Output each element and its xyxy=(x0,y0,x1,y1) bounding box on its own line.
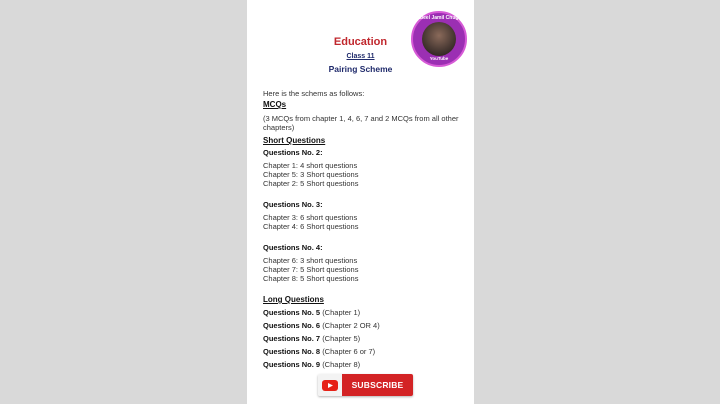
mcq-heading: MCQs xyxy=(263,100,287,109)
long-question-label: Questions No. 6 xyxy=(263,321,321,330)
document-page xyxy=(247,0,474,404)
right-background xyxy=(474,0,720,404)
subscribe-button[interactable] xyxy=(318,374,413,396)
channel-avatar xyxy=(422,22,456,56)
long-question-label: Questions No. 5 xyxy=(263,308,321,317)
question-4-line: Chapter 8: 5 Short questions xyxy=(263,274,359,283)
subscribe-label: SUBSCRIBE xyxy=(342,374,413,396)
long-question-label: Questions No. 8 xyxy=(263,347,321,356)
doc-class-label: Class 11 xyxy=(346,53,375,60)
question-2-line: Chapter 5: 3 Short questions xyxy=(263,170,359,179)
question-4-line: Chapter 7: 5 Short questions xyxy=(263,265,359,274)
doc-subtitle: Pairing Scheme xyxy=(328,64,393,74)
question-3-label: Questions No. 3: xyxy=(263,200,323,209)
long-question-item xyxy=(263,360,360,369)
channel-logo-name: Nabeel Jamil Chugtai xyxy=(413,15,465,21)
long-question-detail: (Chapter 6 or 7) xyxy=(322,347,376,356)
question-2-line: Chapter 2: 5 Short questions xyxy=(263,179,359,188)
question-2-label: Questions No. 2: xyxy=(263,148,323,157)
long-question-item xyxy=(263,334,360,343)
mcq-detail: (3 MCQs from chapter 1, 4, 6, 7 and 2 MCQs from all other chapters) xyxy=(263,114,459,132)
long-question-label: Questions No. 9 xyxy=(263,360,321,369)
long-question-label: Questions No. 7 xyxy=(263,334,321,343)
long-question-detail: (Chapter 2 OR 4) xyxy=(322,321,380,330)
left-background xyxy=(0,0,247,404)
long-question-item xyxy=(263,347,375,356)
youtube-play-icon xyxy=(318,374,342,396)
long-question-item xyxy=(263,308,360,317)
doc-title: Education xyxy=(333,36,388,48)
long-question-detail: (Chapter 1) xyxy=(322,308,361,317)
channel-logo xyxy=(411,11,467,67)
question-2-line: Chapter 1: 4 short questions xyxy=(263,161,358,170)
long-question-detail: (Chapter 5) xyxy=(322,334,361,343)
channel-logo-youtube: YouTube xyxy=(429,56,449,61)
question-3-line: Chapter 3: 6 short questions xyxy=(263,213,358,222)
long-question-item xyxy=(263,321,380,330)
question-4-line: Chapter 6: 3 short questions xyxy=(263,256,358,265)
question-3-line: Chapter 4: 6 Short questions xyxy=(263,222,359,231)
question-4-label: Questions No. 4: xyxy=(263,243,323,252)
long-questions-heading: Long Questions xyxy=(263,295,324,304)
short-questions-heading: Short Questions xyxy=(263,136,326,145)
long-question-detail: (Chapter 8) xyxy=(322,360,361,369)
intro-text: Here is the schems as follows: xyxy=(263,89,365,98)
